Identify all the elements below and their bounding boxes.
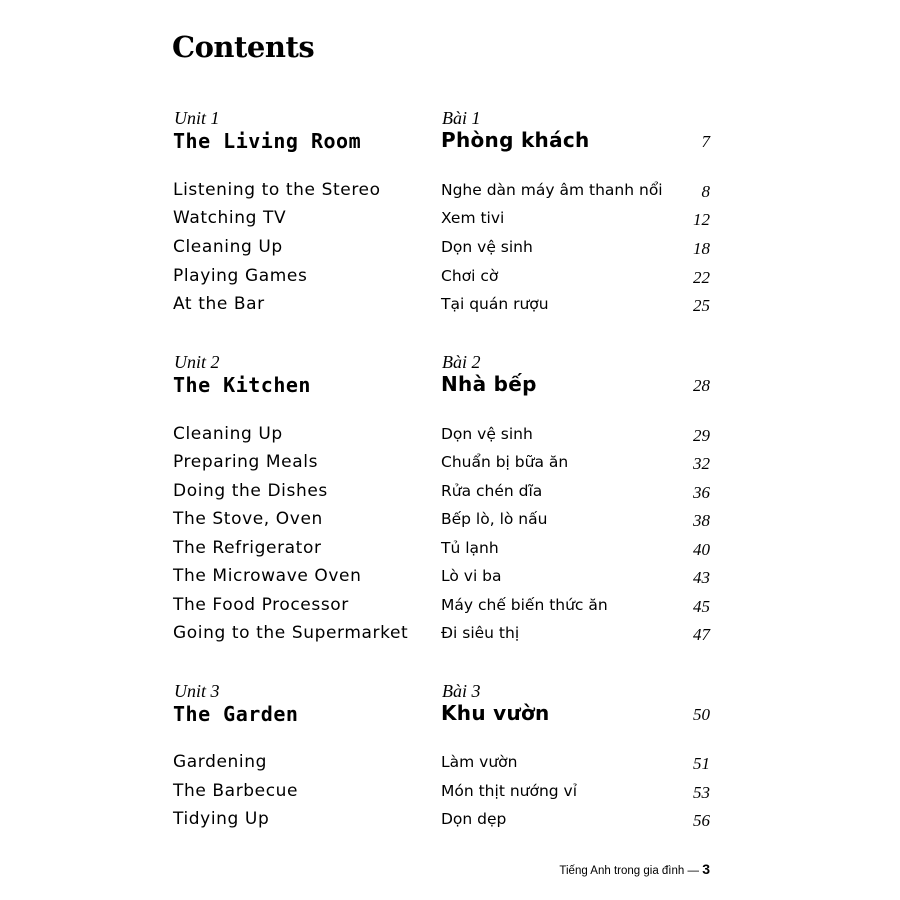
- toc-entry[interactable]: [0, 623, 900, 649]
- page-footer: [559, 861, 710, 877]
- entry-page-number: 18: [693, 239, 710, 258]
- entry-title-vi: Máy chế biến thức ăn: [441, 596, 608, 614]
- entry-title-en: Gardening: [173, 752, 267, 772]
- entry-page-number: 36: [693, 483, 710, 502]
- entry-title-vi: Làm vườn: [441, 753, 518, 771]
- entry-title-vi: Món thịt nướng vỉ: [441, 782, 578, 800]
- entry-title-en: Playing Games: [173, 266, 308, 286]
- entry-title-vi: Bếp lò, lò nấu: [441, 510, 548, 528]
- unit-title-vi: Nhà bếp: [441, 372, 537, 396]
- toc-entry[interactable]: [0, 538, 900, 564]
- entry-page-number: 12: [693, 210, 710, 229]
- entry-title-vi: Chuẩn bị bữa ăn: [441, 453, 569, 471]
- bai-label: Bài 3: [442, 681, 481, 701]
- toc-entry[interactable]: [0, 266, 900, 292]
- unit-label: Unit 3: [174, 681, 220, 701]
- entry-title-vi: Dọn dẹp: [441, 810, 507, 828]
- footer-page-number: 3: [702, 861, 710, 877]
- entry-title-vi: Tủ lạnh: [441, 539, 499, 557]
- toc-entry[interactable]: [0, 180, 900, 206]
- entry-page-number: 38: [693, 511, 710, 530]
- toc-entry[interactable]: [0, 809, 900, 835]
- entry-title-en: Tidying Up: [173, 809, 270, 829]
- entry-page-number: 22: [693, 268, 710, 287]
- page-title: Contents: [172, 30, 315, 64]
- unit-page-number: 7: [701, 132, 710, 151]
- entry-title-en: Cleaning Up: [173, 237, 283, 257]
- unit-title-en: The Living Room: [173, 129, 362, 153]
- toc-entry[interactable]: [0, 781, 900, 807]
- unit-title-vi: Khu vườn: [441, 701, 550, 725]
- toc-entry[interactable]: [0, 509, 900, 535]
- entry-page-number: 40: [693, 540, 710, 559]
- entry-page-number: 43: [693, 568, 710, 587]
- toc-entry[interactable]: [0, 452, 900, 478]
- entry-page-number: 53: [693, 783, 710, 802]
- unit-page-number: 28: [693, 376, 710, 395]
- unit-page-number: 50: [693, 705, 710, 724]
- entry-page-number: 51: [693, 754, 710, 773]
- entry-title-en: Watching TV: [173, 208, 287, 228]
- entry-title-en: Doing the Dishes: [173, 481, 328, 501]
- entry-title-vi: Lò vi ba: [441, 567, 502, 585]
- entry-title-en: The Stove, Oven: [173, 509, 323, 529]
- entry-page-number: 25: [693, 296, 710, 315]
- entry-title-en: At the Bar: [173, 294, 265, 314]
- entry-page-number: 47: [693, 625, 710, 644]
- entry-title-vi: Rửa chén dĩa: [441, 482, 543, 500]
- footer-book-title: Tiếng Anh trong gia đình —: [559, 865, 699, 877]
- entry-title-en: The Microwave Oven: [173, 566, 362, 586]
- toc-entry[interactable]: [0, 481, 900, 507]
- entry-page-number: 45: [693, 597, 710, 616]
- entry-page-number: 29: [693, 426, 710, 445]
- entry-title-vi: Nghe dàn máy âm thanh nổi: [441, 181, 663, 199]
- bai-label: Bài 1: [442, 108, 481, 128]
- entry-title-en: Cleaning Up: [173, 424, 283, 444]
- entry-title-en: The Refrigerator: [173, 538, 322, 558]
- entry-title-vi: Tại quán rượu: [441, 295, 549, 313]
- unit-title-en: The Kitchen: [173, 373, 311, 397]
- bai-label: Bài 2: [442, 352, 481, 372]
- unit-title-vi: Phòng khách: [441, 128, 590, 152]
- entry-title-en: Listening to the Stereo: [173, 180, 381, 200]
- unit-label: Unit 1: [174, 108, 220, 128]
- toc-entry[interactable]: [0, 208, 900, 234]
- toc-entry[interactable]: [0, 595, 900, 621]
- toc-entry[interactable]: [0, 294, 900, 320]
- entry-title-vi: Xem tivi: [441, 209, 505, 227]
- entry-title-en: The Food Processor: [173, 595, 349, 615]
- unit-label: Unit 2: [174, 352, 220, 372]
- entry-page-number: 8: [701, 182, 710, 201]
- entry-title-vi: Đi siêu thị: [441, 624, 520, 642]
- toc-entry[interactable]: [0, 566, 900, 592]
- toc-entry[interactable]: [0, 752, 900, 778]
- entry-page-number: 32: [693, 454, 710, 473]
- unit-title-en: The Garden: [173, 702, 299, 726]
- entry-page-number: 56: [693, 811, 710, 830]
- entry-title-vi: Dọn vệ sinh: [441, 425, 533, 443]
- entry-title-en: Preparing Meals: [173, 452, 319, 472]
- entry-title-en: Going to the Supermarket: [173, 623, 409, 643]
- entry-title-vi: Chơi cờ: [441, 267, 499, 285]
- toc-entry[interactable]: [0, 424, 900, 450]
- entry-title-vi: Dọn vệ sinh: [441, 238, 533, 256]
- entry-title-en: The Barbecue: [173, 781, 299, 801]
- toc-entry[interactable]: [0, 237, 900, 263]
